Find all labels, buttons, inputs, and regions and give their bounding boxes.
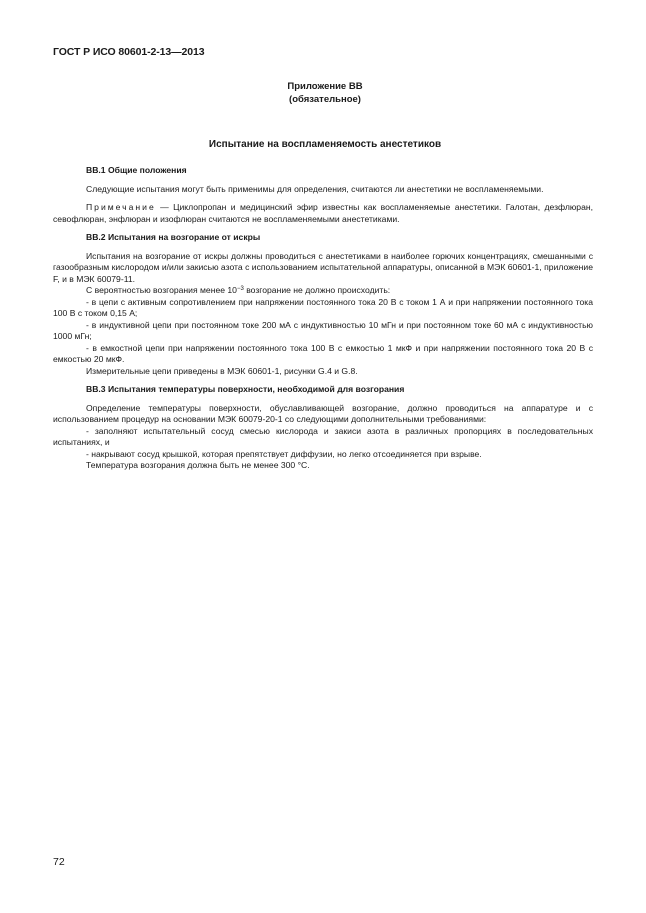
bb2-paragraph-3: Измерительные цепи приведены в МЭК 60601-1, рисунки G.4 и G.8. [86, 365, 358, 376]
bb2-item-1: - в цепи с активным сопротивлением при напряжении постоянного тока 20 В с током 1 А и при напряжении постоянного тока 100 В с током 0,15 А; [53, 296, 593, 318]
bb2-paragraph-1: Испытания на возгорание от искры должны проводиться с анестетиками в наиболее горючих концентрациях, смешанными с газообразным кислородом и/или закисью азота с использованием испытательной аппаратуры, описанной в МЭК 60601-1, приложение F, и в МЭК 60079-11. [53, 250, 593, 284]
bb2-paragraph-2 [53, 285, 593, 297]
bb3-heading: ВВ.3 Испытания температуры поверхности, необходимой для возгорания [86, 384, 405, 394]
annex-title: Приложение ВВ [287, 81, 363, 92]
note-label: Примечание [86, 202, 156, 212]
annex-status: (обязательное) [289, 94, 361, 105]
bb2-heading: ВВ.2 Испытания на возгорание от искры [86, 232, 261, 242]
bb2-item-3: - в емкостной цепи при напряжении постоянного тока 100 В с емкостью 1 мкФ и при напряжении постоянного тока 20 В с емкостью 20 мкФ. [53, 342, 593, 364]
bb1-note [53, 202, 593, 225]
section-title: Испытание на воспламеняемость анестетиков [208, 139, 442, 150]
bb3-paragraph-1: Определение температуры поверхности, обуславливающей возгорание, должно проводиться на аппаратуре и с использованием процедур на основании МЭК 60079-20-1 со следующими дополнительными требованиями: [53, 402, 593, 424]
standard-designation: ГОСТ Р ИСО 80601-2-13—2013 [53, 46, 205, 58]
bb3-item-2: - накрывают сосуд крышкой, которая препятствует диффузии, но легко отсоединяется при взрыве. [86, 448, 482, 459]
bb3-paragraph-2: Температура возгорания должна быть не менее 300 °С. [86, 460, 310, 470]
note-text: — Циклопропан и медицинский эфир известны как воспламеняемые анестетики. Галотан, дезфлюран, севофлюран, энфлюран и изофлюран считаются не воспламеняемыми анестетиками. [53, 202, 593, 224]
exponent: −3 [236, 286, 244, 292]
bb3-item-1: - заполняют испытательный сосуд смесью кислорода и закиси азота в различных пропорциях в последовательных испытаниях, и [53, 425, 593, 447]
bb2-p2-text-a: С вероятностью возгорания менее 10 [86, 285, 237, 295]
bb2-item-2: - в индуктивной цепи при постоянном токе 200 мА с индуктивностью 10 мГн и при постоянном токе 60 мА с индуктивностью 1000 мГн; [53, 319, 593, 341]
page-number: 72 [53, 856, 65, 868]
body-text [53, 165, 593, 472]
bb1-paragraph: Следующие испытания могут быть применимы для определения, считаются ли анестетики не воспламеняемыми. [86, 183, 544, 194]
bb1-heading: ВВ.1 Общие положения [86, 165, 187, 175]
bb2-p2-text-b: возгорание не должно происходить: [243, 285, 391, 295]
